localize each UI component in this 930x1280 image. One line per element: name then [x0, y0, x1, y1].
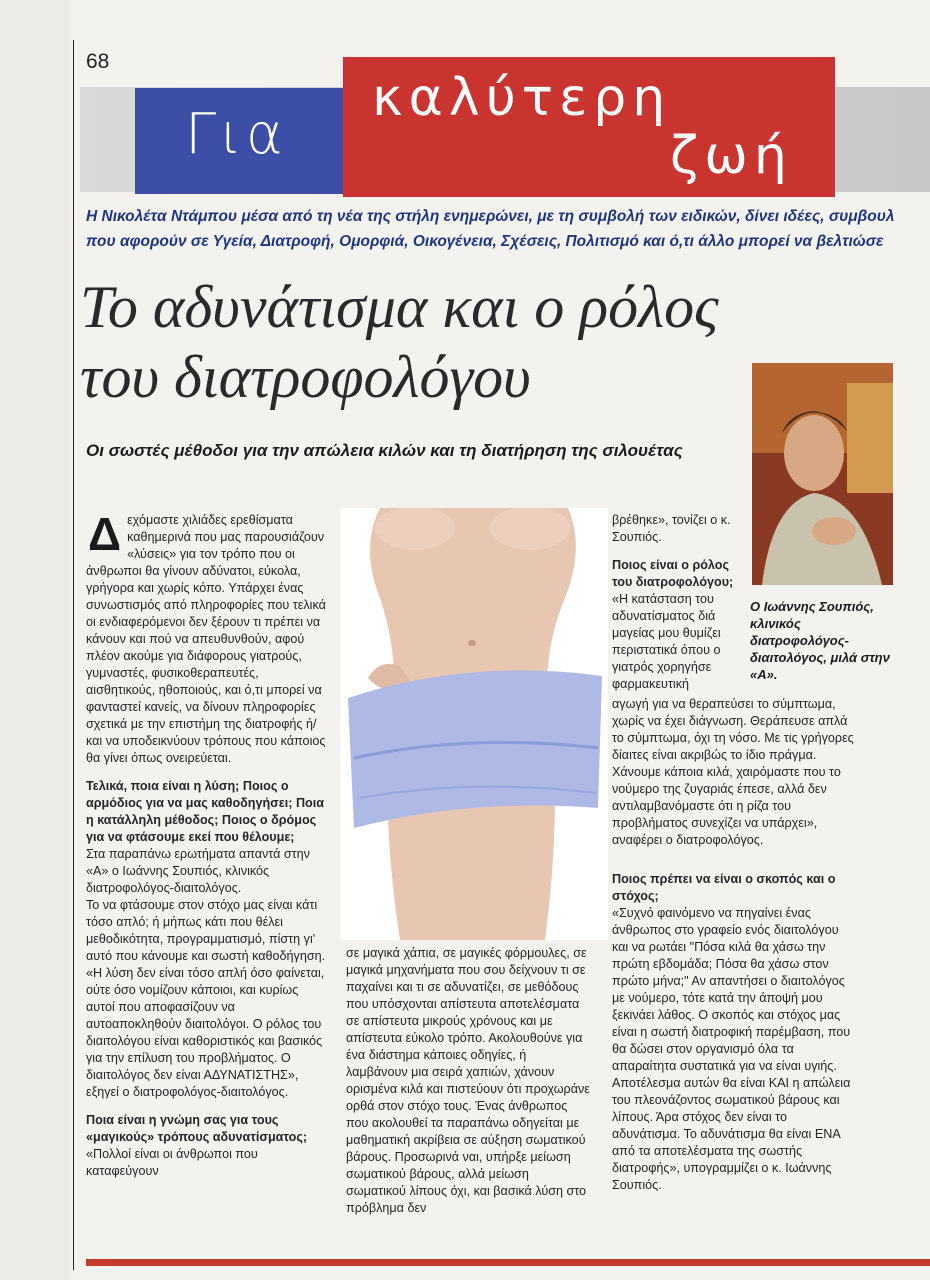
paragraph: βρέθηκε», τονίζει ο κ. Σουπιός.	[612, 513, 731, 544]
paragraph: Το να φτάσουμε στον στόχο μας είναι κάτι τόσο απλό; ή μήπως κάτι που θέλει μεθοδικότητα, προγραμματισμό, πίστη γι' αυτό που κάνουμε και σωστή καθοδήγηση. «Η λύση δεν είναι τόσο απλή όσο φαίνεται, ούτε όσο νομίζουν κάποιοι, και κυρίως αυτοί που αποφασίζουν να αυτοαποκληθούν διαιτολόγοι. Ο ρόλος του διαιτολόγου είναι καθοριστικός και βασικός για την επίλυση του προβλήματος. Ο διαιτολόγος δεν είναι ΑΔΥΝΑΤΙΣΤΗΣ», εξηγεί ο διατροφολόγος-διαιτολόγος.	[86, 898, 326, 1099]
question-heading: Τελικά, ποια είναι η λύση; Ποιος ο αρμόδιος για να μας καθοδηγήσει; Ποια η κατάλληλη μέθοδος; Ποιος ο δρόμος για να φτάσουμε εκεί που θέλουμε;	[86, 779, 324, 844]
margin-rule	[73, 40, 74, 1270]
paragraph: «Πολλοί είναι οι άνθρωποι που καταφεύγουν	[86, 1147, 258, 1178]
article-column-3-top	[612, 512, 737, 693]
intro-line-2: που αφορούν σε Υγεία, Διατροφή, Ομορφιά, Οικογένεια, Σχέσεις, Πολιτισμό και ό,τι άλλο μπορεί να βελτιώσε	[86, 233, 884, 250]
paragraph: αγωγή για να θεραπεύσει το σύμπτωμα, χωρίς να έχει διάγνωση. Θεράπευσε απλά το σύμπτωμα, όχι τη νόσο. Με τις γρήγορες δίαιτες είναι ακριβώς το ίδιο πράγμα. Χάνουμε κάποια κιλά, χαιρόμαστε που το νούμερο της ζυγαριάς έπεσε, αλλά δεν αντιλαμβανόμαστε ότι η ρίζα του προβλήματος συνεχίζει να υπάρχει», αναφέρει ο διατροφολόγος.	[612, 697, 854, 847]
page-number: 68	[86, 50, 110, 73]
headline-line-1: Το αδυνάτισμα και ο ρόλος	[80, 274, 719, 340]
paragraph: σε μαγικά χάπια, σε μαγικές φόρμουλες, σε μαγικά μηχανήματα που σου δείχνουν τι σε παχαίνει και τι σε αδυνατίζει, σε μεθόδους που υπόσχονται απίστευτα αποτελέσματα σε απίστευτα μικρούς χρόνους και με απίστευτα εύκολο τρόπο. Ακολουθούνε για ένα διάστημα κάποιες οδηγίες, ή λαμβάνουν μια σειρά χαπιών, χάνουν ορισμένα κιλά και πιστεύουν ότι προχωράνε ορθά στον στόχο τους. Ένας άνθρωπος που ακολουθεί τα παραπάνω οδηγείται με μαθηματική ακρίβεια σε αύξηση σωματικού βάρους. Προσωρινά ναι, υπήρξε μείωση σωματικού βάρους, αλλά μείωση σωματικού λίπους όχι, και βασικά λύση στο πρόβλημα δεν	[346, 946, 590, 1215]
paragraph: «Η κατάσταση του αδυνατίσματος διά μαγείας μου θυμίζει περιστατικά όπου ο γιατρός χορηγήσε φαρμακευτική	[612, 592, 721, 691]
portrait-photo	[752, 363, 893, 585]
paragraph: «Συχνό φαινόμενο να πηγαίνει ένας άνθρωπος στο γραφείο ενός διαιτολόγου και να ρωτάει "Πόσα κιλά θα χάσω την πρώτη εβδομάδα; Πόσα θα χάσω στον πρώτο μήνα;" Αν απαντήσει ο διαιτολόγος με νούμερο, τότε κατά την άποψή μου ξεκινάει λάθος. Ο σκοπός και στόχος μας είναι η σωστή διατροφική παρέμβαση, που θα δώσει στον οργανισμό όλα τα απαραίτητα συστατικά για να είναι υγιής. Αποτέλεσμα αυτών θα είναι ΚΑΙ η απώλεια του πλεονάζοντος σωματικού βάρους και λίπους. Άρα στόχος δεν είναι το αδυνάτισμα. Το αδυνάτισμα θα είναι ΕΝΑ από τα αποτελέσματα της σωστής διατροφής», υπογραμμίζει ο κ. Ιωάννης Σουπιός.	[612, 906, 851, 1192]
bottom-rule	[86, 1259, 930, 1266]
drop-cap: Δ	[88, 508, 122, 560]
question-heading: Ποιος πρέπει να είναι ο σκοπός και ο στόχος;	[612, 872, 836, 903]
question-heading: Ποιος είναι ο ρόλος του διατροφολόγου;	[612, 558, 734, 589]
photo-caption: Ο Ιωάννης Σουπιός, κλινικός διατροφολόγος-διαιτολόγος, μιλά στην «Α».	[750, 599, 890, 682]
article-subheadline: Οι σωστές μέθοδοι για την απώλεια κιλών και τη διατήρηση της σιλουέτας	[86, 441, 683, 460]
paragraph: Στα παραπάνω ερωτήματα απαντά στην «Α» ο Ιωάννης Σουπιός, κλινικός διατροφολόγος-διαιτολόγος.	[86, 847, 310, 895]
intro-line-1: Η Νικολέτα Ντάμπου μέσα από τη νέα της στήλη ενημερώνει, με τη συμβολή των ειδικών, δίνει ιδέες, συμβουλ	[86, 208, 895, 225]
question-heading: Ποια είναι η γνώμη σας για τους «μαγικούς» τρόπους αδυνατίσματος;	[86, 1113, 308, 1144]
paragraph: εχόμαστε χιλιάδες ερεθίσματα καθημερινά που μας παρουσιάζουν «λύσεις» για τον τρόπο που οι άνθρωποι θα γίνουν αδύνατοι, εύκολα, γρήγορα και χωρίς κόπο. Υπάρχει ένας συνωστισμός από πληροφορίες που τελικά οι ενδιαφερόμενοι δεν ξέρουν τι πρέπει να κάνουν και πού να απευθυνθούν, αφού πλέον ακούμε για διάφορους γιατρούς, γυμναστές, φυσικοθεραπευτές, αισθητικούς, ηθοποιούς, και ό,τι μπορεί να φανταστεί κανείς, να δίνουν πληροφορίες σχετικά με την επιστήμη της διατροφής ή/και να υποδεικνύουν τρόπους που κάποιος θα γίνει όπως ονειρεύεται.	[86, 513, 326, 765]
column-intro	[86, 204, 930, 254]
article-photo	[340, 508, 608, 940]
banner-word-zoi: ζωή	[670, 126, 793, 186]
article-headline	[80, 272, 840, 412]
banner-word-gia: Για	[185, 102, 287, 167]
scan-margin	[0, 0, 70, 1280]
article-column-2	[346, 945, 591, 1217]
article-column-3	[612, 696, 857, 1194]
banner-word-kalyteri: καλύτερη	[372, 68, 672, 128]
article-column-1	[86, 508, 328, 1180]
headline-line-2: του διατροφολόγου	[80, 344, 531, 410]
